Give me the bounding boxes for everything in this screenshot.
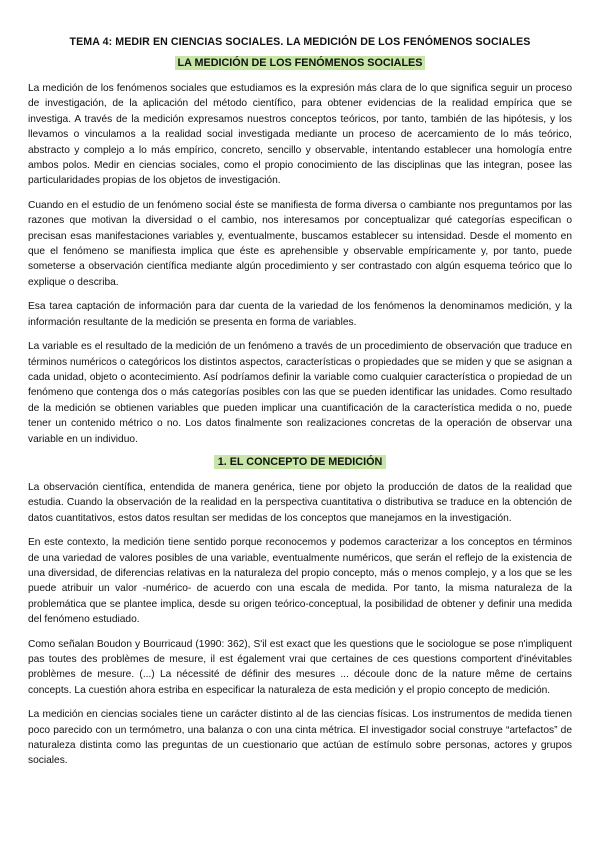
section-heading — [28, 57, 572, 69]
numbered-heading — [28, 456, 572, 468]
document-title: TEMA 4: MEDIR EN CIENCIAS SOCIALES. LA MEDICIÓN DE LOS FENÓMENOS SOCIALES — [69, 36, 531, 48]
section-heading-highlight: LA MEDICIÓN DE LOS FENÓMENOS SOCIALES — [175, 56, 426, 70]
numbered-heading-highlight: 1. EL CONCEPTO DE MEDICIÓN — [214, 455, 387, 469]
section1-paragraph: En este contexto, la medición tiene sentido porque reconocemos y podemos caracterizar a los conceptos en términos de una variedad de valores posibles de una variable, eventualmente numéricos, que serán el reflejo de la existencia de una diversidad, de diferencias relativas en la naturaleza del propio concepto, más o menos complejo, y a los que se les puede atribuir un valor -numérico- de acuerdo con una escala de medida. Por tanto, la misma naturaleza de la problemática que se plantee implica, desde su origen teórico-conceptual, la posibilidad de obtener y definir una medida del fenómeno estudiado. — [28, 537, 572, 626]
intro-paragraph: Esa tarea captación de información para dar cuenta de la variedad de los fenómenos la denominamos medición, y la información resultante de la medición se presenta en forma de variables. — [28, 301, 572, 328]
section1-paragraph: La observación científica, entendida de manera genérica, tiene por objeto la producción de datos de la realidad que estudia. Cuando la observación de la realidad en la perspectiva cuantitativa o distributiva se traduce en la obtención de datos cuantitativos, estos datos resultan ser medidas de los conceptos que manejamos en la investigación. — [28, 481, 572, 524]
section1-paragraph: La medición en ciencias sociales tiene un carácter distinto al de las ciencias físicas. Los instrumentos de medida tienen poco parecido con un termómetro, una balanza o con una cinta métrica. El investigador social construye “artefactos” de naturaleza distinta como las preguntas de un cuestionario que actúan de estímulo sobre personas, actores y grupos sociales. — [28, 709, 572, 767]
section1-paragraph: Como señalan Boudon y Bourricaud (1990: 362), S'il est exact que les questions que le sociologue se pose n'impliquent pas toutes des problèmes de mesure, il est également vrai que certaines de ces questions comportent d'inévitables problèmes de mesure. (...) La nécessité de définir des mesures ... découle donc de la nature même de certains concepts. La cuestión ahora estriba en especificar la naturaleza de esta medición y el propio concepto de medición. — [28, 638, 572, 696]
intro-paragraph: La medición de los fenómenos sociales que estudiamos es la expresión más clara de lo que significa seguir un proceso de investigación, de la aplicación del método científico, para obtener evidencias de la realidad empírica que se investiga. A través de la medición expresamos nuestros conceptos teóricos, por tanto, también de las hipótesis, y los llevamos o vinculamos a la realidad social investigada mediante un proceso de acercamiento de lo más teórico, abstracto y complejo a lo más empírico, concreto, sencillo y observable, intentando establecer una homología entre ambos polos. Medir en ciencias sociales, como el propio conocimiento de las disciplinas que las integran, posee las particularidades propias de los objetos de investigación. — [28, 83, 572, 187]
intro-paragraph: La variable es el resultado de la medición de un fenómeno a través de un procedimiento de observación que traduce en términos numéricos o categóricos los distintos aspectos, características o propiedades que se miden y que se asignan a cada unidad, objeto o acontecimiento. Así podríamos definir la variable como cualquier característica o propiedad de un fenómeno que contenga dos o más categorías posibles con las que se pueden identificar las unidades. Como resultado de la medición se obtienen variables que pueden implicar una cuantificación de la característica medida o no, puede tener un contenido métrico o no. Los datos finalmente son realizaciones concretas de la operación de observar una variable en un individuo. — [28, 341, 572, 445]
intro-paragraph: Cuando en el estudio de un fenómeno social éste se manifiesta de forma diversa o cambiante nos preguntamos por las razones que motivan la diversidad o el cambio, nos interesamos por conceptualizar qué categorías especifican o precisan esas manifestaciones variables y, eventualmente, buscamos establecer su intensidad. Desde el momento en que el fenómeno se manifiesta implica que éste es aprehensible y observable empíricamente y, por tanto, puede someterse a observación científica mediante algún procedimiento y ser contrastado con algún esquema teórico que lo explique o describa. — [28, 199, 572, 288]
